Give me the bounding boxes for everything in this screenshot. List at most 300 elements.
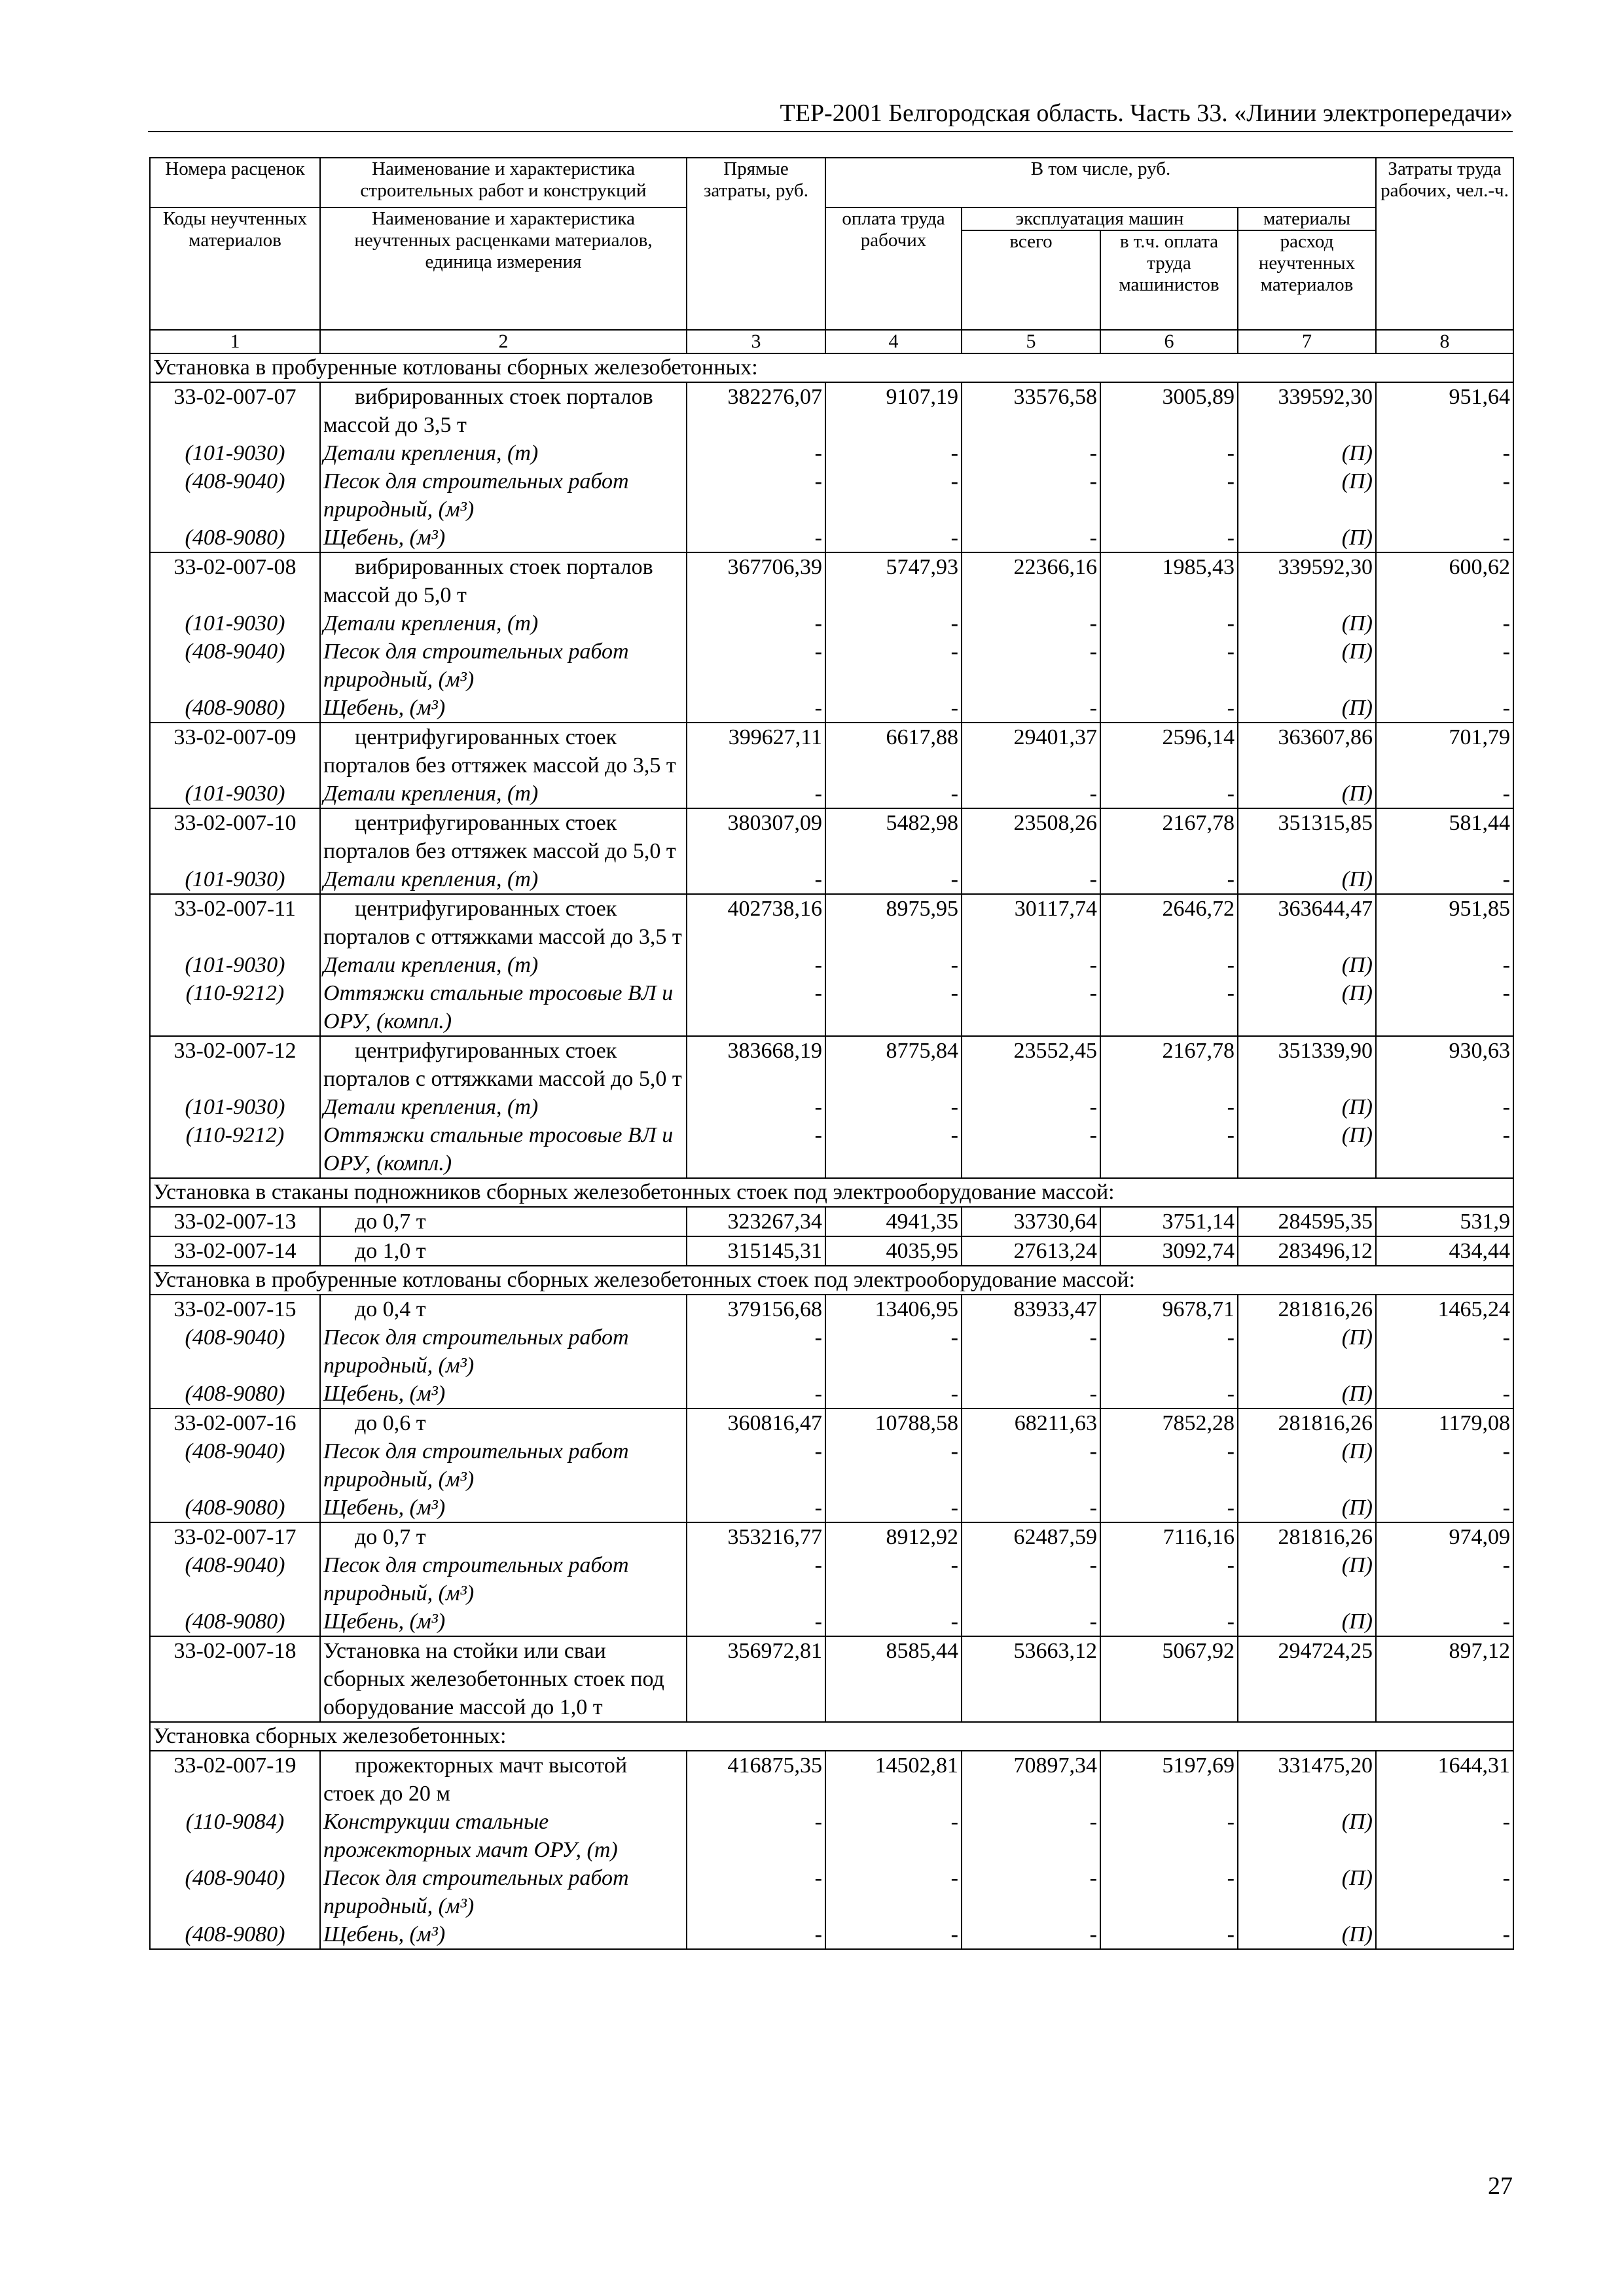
machines-total-value: 62487,59 xyxy=(962,1522,1100,1551)
empty-dash: - xyxy=(687,1808,825,1864)
empty-dash: - xyxy=(962,780,1100,808)
rate-code: 33-02-007-08 xyxy=(150,552,320,609)
empty-dash: - xyxy=(687,694,825,723)
header-material-consumption: расход неучтенных материалов xyxy=(1238,230,1376,330)
machines-total-value: 53663,12 xyxy=(962,1636,1100,1722)
header-machinist-pay: в т.ч. оплата труда машинистов xyxy=(1100,230,1238,330)
worker-pay-value: 5747,93 xyxy=(825,552,962,609)
worker-pay-value: 13406,95 xyxy=(825,1295,962,1323)
empty-dash: - xyxy=(1100,780,1238,808)
material-row xyxy=(150,439,1513,467)
empty-dash: - xyxy=(825,1808,962,1864)
header-work-name: Наименование и характеристика строительных работ и конструкций xyxy=(320,158,687,207)
empty-dash: - xyxy=(687,1323,825,1380)
materials-value: 351315,85 xyxy=(1238,808,1376,865)
header-machines-total: всего xyxy=(962,230,1100,330)
empty-dash: - xyxy=(687,524,825,552)
empty-dash: - xyxy=(1376,609,1513,637)
empty-dash: - xyxy=(1376,1121,1513,1178)
direct-costs-value: 323267,34 xyxy=(687,1207,825,1236)
material-code: (101-9030) xyxy=(150,780,320,808)
material-mark: (П) xyxy=(1238,1323,1376,1380)
material-code: (408-9080) xyxy=(150,1494,320,1522)
empty-dash: - xyxy=(1376,637,1513,694)
header-rate-numbers: Номера расценок xyxy=(150,158,320,207)
material-name: Детали крепления, (т) xyxy=(320,439,687,467)
section-title: Установка в стаканы подножников сборных железобетонных стоек под электрооборудование массой: xyxy=(150,1178,1513,1207)
direct-costs-value: 402738,16 xyxy=(687,894,825,951)
direct-costs-value: 356972,81 xyxy=(687,1636,825,1722)
direct-costs-value: 315145,31 xyxy=(687,1236,825,1266)
table-row xyxy=(150,552,1513,609)
labor-costs-value: 600,62 xyxy=(1376,552,1513,609)
material-row xyxy=(150,1551,1513,1607)
material-code: (408-9040) xyxy=(150,637,320,694)
material-row xyxy=(150,637,1513,694)
material-name: Конструкции стальные прожекторных мачт ОРУ, (т) xyxy=(320,1808,687,1864)
machinist-pay-value: 3751,14 xyxy=(1100,1207,1238,1236)
empty-dash: - xyxy=(1100,979,1238,1036)
work-name: центрифугированных стоек порталов без оттяжек массой до 3,5 т xyxy=(320,723,687,780)
empty-dash: - xyxy=(687,1437,825,1494)
material-row xyxy=(150,1864,1513,1920)
direct-costs-value: 367706,39 xyxy=(687,552,825,609)
material-mark: (П) xyxy=(1238,1607,1376,1636)
rate-code: 33-02-007-18 xyxy=(150,1636,320,1722)
machinist-pay-value: 2167,78 xyxy=(1100,1036,1238,1093)
empty-dash: - xyxy=(962,951,1100,979)
material-name: Песок для строительных работ природный, (м³) xyxy=(320,1437,687,1494)
column-number: 6 xyxy=(1100,330,1238,353)
labor-costs-value: 930,63 xyxy=(1376,1036,1513,1093)
empty-dash: - xyxy=(1100,1437,1238,1494)
labor-costs-value: 581,44 xyxy=(1376,808,1513,865)
section-title: Установка сборных железобетонных: xyxy=(150,1722,1513,1751)
table-row xyxy=(150,382,1513,439)
empty-dash: - xyxy=(1376,1380,1513,1408)
materials-value: 281816,26 xyxy=(1238,1295,1376,1323)
work-name: до 1,0 т xyxy=(320,1236,687,1266)
machines-total-value: 23508,26 xyxy=(962,808,1100,865)
material-code: (110-9212) xyxy=(150,979,320,1036)
material-name: Щебень, (м³) xyxy=(320,1920,687,1949)
material-row xyxy=(150,780,1513,808)
header-machine-operation: эксплуатация машин xyxy=(962,207,1238,230)
material-code: (408-9080) xyxy=(150,1607,320,1636)
empty-dash: - xyxy=(962,609,1100,637)
direct-costs-value: 360816,47 xyxy=(687,1408,825,1437)
rate-code: 33-02-007-10 xyxy=(150,808,320,865)
empty-dash: - xyxy=(962,1607,1100,1636)
materials-value: 284595,35 xyxy=(1238,1207,1376,1236)
empty-dash: - xyxy=(825,1380,962,1408)
material-code: (101-9030) xyxy=(150,439,320,467)
labor-costs-value: 951,85 xyxy=(1376,894,1513,951)
empty-dash: - xyxy=(1376,951,1513,979)
empty-dash: - xyxy=(1376,1551,1513,1607)
machines-total-value: 33730,64 xyxy=(962,1207,1100,1236)
materials-value: 331475,20 xyxy=(1238,1751,1376,1808)
material-name: Детали крепления, (т) xyxy=(320,609,687,637)
machines-total-value: 30117,74 xyxy=(962,894,1100,951)
empty-dash: - xyxy=(1100,1093,1238,1121)
direct-costs-value: 383668,19 xyxy=(687,1036,825,1093)
empty-dash: - xyxy=(1376,1808,1513,1864)
table-row xyxy=(150,1207,1513,1236)
material-row xyxy=(150,1323,1513,1380)
header-material-codes: Коды неучтенных материалов xyxy=(150,207,320,330)
empty-dash: - xyxy=(1376,694,1513,723)
material-code: (101-9030) xyxy=(150,865,320,894)
material-name: Щебень, (м³) xyxy=(320,1380,687,1408)
material-mark: (П) xyxy=(1238,694,1376,723)
labor-costs-value: 434,44 xyxy=(1376,1236,1513,1266)
labor-costs-value: 951,64 xyxy=(1376,382,1513,439)
page-number: 27 xyxy=(1488,2172,1513,2200)
material-code: (101-9030) xyxy=(150,1093,320,1121)
section-title: Установка в пробуренные котлованы сборных железобетонных стоек под электрооборудование массой: xyxy=(150,1266,1513,1295)
empty-dash: - xyxy=(825,1607,962,1636)
empty-dash: - xyxy=(1100,1607,1238,1636)
empty-dash: - xyxy=(687,1093,825,1121)
rate-code: 33-02-007-17 xyxy=(150,1522,320,1551)
rate-code: 33-02-007-12 xyxy=(150,1036,320,1093)
material-name: Детали крепления, (т) xyxy=(320,1093,687,1121)
machinist-pay-value: 7852,28 xyxy=(1100,1408,1238,1437)
material-name: Щебень, (м³) xyxy=(320,524,687,552)
section-title: Установка в пробуренные котлованы сборных железобетонных: xyxy=(150,353,1513,382)
materials-value: 281816,26 xyxy=(1238,1408,1376,1437)
table-row xyxy=(150,1236,1513,1266)
header-direct-costs: Прямые затраты, руб. xyxy=(687,158,825,330)
work-name: Установка на стойки или сваи сборных железобетонных стоек под оборудование массой до 1,0 т xyxy=(320,1636,687,1722)
material-mark: (П) xyxy=(1238,979,1376,1036)
material-name: Оттяжки стальные тросовые ВЛ и ОРУ, (компл.) xyxy=(320,979,687,1036)
machines-total-value: 83933,47 xyxy=(962,1295,1100,1323)
empty-dash: - xyxy=(962,694,1100,723)
empty-dash: - xyxy=(1100,1121,1238,1178)
empty-dash: - xyxy=(687,1607,825,1636)
empty-dash: - xyxy=(825,1437,962,1494)
empty-dash: - xyxy=(825,694,962,723)
material-code: (408-9080) xyxy=(150,694,320,723)
material-code: (408-9080) xyxy=(150,524,320,552)
header-worker-pay: оплата труда рабочих xyxy=(825,207,962,330)
work-name: центрифугированных стоек порталов с оттяжками массой до 5,0 т xyxy=(320,1036,687,1093)
rate-code: 33-02-007-13 xyxy=(150,1207,320,1236)
empty-dash: - xyxy=(962,467,1100,524)
header-labor-costs: Затраты труда рабочих, чел.-ч. xyxy=(1376,158,1513,330)
material-row xyxy=(150,865,1513,894)
empty-dash: - xyxy=(962,439,1100,467)
empty-dash: - xyxy=(962,1864,1100,1920)
empty-dash: - xyxy=(1100,865,1238,894)
empty-dash: - xyxy=(1376,467,1513,524)
material-code: (101-9030) xyxy=(150,951,320,979)
material-row xyxy=(150,1494,1513,1522)
material-mark: (П) xyxy=(1238,951,1376,979)
empty-dash: - xyxy=(1376,1323,1513,1380)
table-row xyxy=(150,808,1513,865)
empty-dash: - xyxy=(962,1494,1100,1522)
work-name: вибрированных стоек порталов массой до 3,5 т xyxy=(320,382,687,439)
empty-dash: - xyxy=(687,637,825,694)
column-number: 1 xyxy=(150,330,320,353)
empty-dash: - xyxy=(687,1121,825,1178)
empty-dash: - xyxy=(1100,694,1238,723)
machines-total-value: 33576,58 xyxy=(962,382,1100,439)
column-number: 4 xyxy=(825,330,962,353)
direct-costs-value: 379156,68 xyxy=(687,1295,825,1323)
machines-total-value: 29401,37 xyxy=(962,723,1100,780)
empty-dash: - xyxy=(687,609,825,637)
empty-dash: - xyxy=(687,865,825,894)
empty-dash: - xyxy=(1100,637,1238,694)
material-name: Песок для строительных работ природный, (м³) xyxy=(320,1551,687,1607)
materials-value: 339592,30 xyxy=(1238,382,1376,439)
empty-dash: - xyxy=(962,1121,1100,1178)
material-name: Песок для строительных работ природный, (м³) xyxy=(320,467,687,524)
direct-costs-value: 380307,09 xyxy=(687,808,825,865)
worker-pay-value: 10788,58 xyxy=(825,1408,962,1437)
column-number: 7 xyxy=(1238,330,1376,353)
material-mark: (П) xyxy=(1238,1093,1376,1121)
empty-dash: - xyxy=(1100,1494,1238,1522)
material-mark: (П) xyxy=(1238,1494,1376,1522)
empty-dash: - xyxy=(825,609,962,637)
work-name: до 0,6 т xyxy=(320,1408,687,1437)
empty-dash: - xyxy=(1100,1323,1238,1380)
worker-pay-value: 8975,95 xyxy=(825,894,962,951)
empty-dash: - xyxy=(1100,1920,1238,1949)
empty-dash: - xyxy=(825,524,962,552)
empty-dash: - xyxy=(687,439,825,467)
table-body xyxy=(150,353,1513,1949)
empty-dash: - xyxy=(825,1864,962,1920)
material-mark: (П) xyxy=(1238,1808,1376,1864)
work-name: прожекторных мачт высотой стоек до 20 м xyxy=(320,1751,687,1808)
material-mark: (П) xyxy=(1238,1121,1376,1178)
machinist-pay-value: 5197,69 xyxy=(1100,1751,1238,1808)
rate-code: 33-02-007-07 xyxy=(150,382,320,439)
empty-dash: - xyxy=(962,1808,1100,1864)
empty-dash: - xyxy=(1100,439,1238,467)
labor-costs-value: 974,09 xyxy=(1376,1522,1513,1551)
material-code: (408-9040) xyxy=(150,467,320,524)
empty-dash: - xyxy=(1100,467,1238,524)
empty-dash: - xyxy=(962,1551,1100,1607)
empty-dash: - xyxy=(825,780,962,808)
table-row xyxy=(150,1751,1513,1808)
empty-dash: - xyxy=(825,1121,962,1178)
material-mark: (П) xyxy=(1238,780,1376,808)
material-name: Песок для строительных работ природный, (м³) xyxy=(320,1864,687,1920)
rate-code: 33-02-007-11 xyxy=(150,894,320,951)
material-row xyxy=(150,1380,1513,1408)
empty-dash: - xyxy=(1100,1808,1238,1864)
empty-dash: - xyxy=(1376,1607,1513,1636)
labor-costs-value: 1179,08 xyxy=(1376,1408,1513,1437)
labor-costs-value: 531,9 xyxy=(1376,1207,1513,1236)
empty-dash: - xyxy=(825,1323,962,1380)
material-row xyxy=(150,951,1513,979)
material-code: (101-9030) xyxy=(150,609,320,637)
empty-dash: - xyxy=(1100,1551,1238,1607)
material-row xyxy=(150,1093,1513,1121)
material-mark: (П) xyxy=(1238,1551,1376,1607)
material-code: (408-9040) xyxy=(150,1437,320,1494)
materials-value: 351339,90 xyxy=(1238,1036,1376,1093)
material-mark: (П) xyxy=(1238,637,1376,694)
worker-pay-value: 8775,84 xyxy=(825,1036,962,1093)
material-code: (408-9040) xyxy=(150,1864,320,1920)
material-name: Детали крепления, (т) xyxy=(320,780,687,808)
empty-dash: - xyxy=(687,951,825,979)
material-row xyxy=(150,1607,1513,1636)
table-row xyxy=(150,1522,1513,1551)
empty-dash: - xyxy=(825,1920,962,1949)
work-name: до 0,7 т xyxy=(320,1522,687,1551)
column-number: 5 xyxy=(962,330,1100,353)
running-title: ТЕР-2001 Белгородская область. Часть 33. «Линии электропередачи» xyxy=(148,98,1513,132)
table-row xyxy=(150,1408,1513,1437)
empty-dash: - xyxy=(825,1494,962,1522)
header-material-names: Наименование и характеристика неучтенных расценками материалов, единица измерения xyxy=(320,207,687,330)
empty-dash: - xyxy=(825,951,962,979)
worker-pay-value: 6617,88 xyxy=(825,723,962,780)
work-name: до 0,4 т xyxy=(320,1295,687,1323)
empty-dash: - xyxy=(825,865,962,894)
rates-table xyxy=(149,157,1514,1950)
empty-dash: - xyxy=(1376,524,1513,552)
section-header-row xyxy=(150,1722,1513,1751)
empty-dash: - xyxy=(1376,780,1513,808)
worker-pay-value: 14502,81 xyxy=(825,1751,962,1808)
empty-dash: - xyxy=(687,1864,825,1920)
materials-value: 281816,26 xyxy=(1238,1522,1376,1551)
table-row xyxy=(150,1036,1513,1093)
worker-pay-value: 9107,19 xyxy=(825,382,962,439)
materials-value: 339592,30 xyxy=(1238,552,1376,609)
material-row xyxy=(150,524,1513,552)
header-materials: материалы xyxy=(1238,207,1376,230)
empty-dash: - xyxy=(825,1551,962,1607)
work-name: до 0,7 т xyxy=(320,1207,687,1236)
empty-dash: - xyxy=(962,1437,1100,1494)
worker-pay-value: 8912,92 xyxy=(825,1522,962,1551)
section-header-row xyxy=(150,353,1513,382)
empty-dash: - xyxy=(1376,1437,1513,1494)
worker-pay-value: 5482,98 xyxy=(825,808,962,865)
empty-dash: - xyxy=(687,780,825,808)
section-header-row xyxy=(150,1266,1513,1295)
empty-dash: - xyxy=(1376,439,1513,467)
header-including: В том числе, руб. xyxy=(825,158,1376,207)
material-mark: (П) xyxy=(1238,1920,1376,1949)
work-name: центрифугированных стоек порталов без оттяжек массой до 5,0 т xyxy=(320,808,687,865)
table-row xyxy=(150,894,1513,951)
empty-dash: - xyxy=(825,467,962,524)
work-name: центрифугированных стоек порталов с оттяжками массой до 3,5 т xyxy=(320,894,687,951)
empty-dash: - xyxy=(1376,1093,1513,1121)
labor-costs-value: 1644,31 xyxy=(1376,1751,1513,1808)
material-row xyxy=(150,1808,1513,1864)
material-name: Щебень, (м³) xyxy=(320,694,687,723)
direct-costs-value: 353216,77 xyxy=(687,1522,825,1551)
empty-dash: - xyxy=(687,979,825,1036)
material-code: (408-9040) xyxy=(150,1551,320,1607)
material-name: Детали крепления, (т) xyxy=(320,951,687,979)
materials-value: 283496,12 xyxy=(1238,1236,1376,1266)
materials-value: 363607,86 xyxy=(1238,723,1376,780)
labor-costs-value: 1465,24 xyxy=(1376,1295,1513,1323)
material-row xyxy=(150,609,1513,637)
work-name: вибрированных стоек порталов массой до 5,0 т xyxy=(320,552,687,609)
machinist-pay-value: 2646,72 xyxy=(1100,894,1238,951)
rate-code: 33-02-007-15 xyxy=(150,1295,320,1323)
table-header xyxy=(150,158,1513,353)
material-mark: (П) xyxy=(1238,524,1376,552)
empty-dash: - xyxy=(825,439,962,467)
material-mark: (П) xyxy=(1238,1380,1376,1408)
machinist-pay-value: 2167,78 xyxy=(1100,808,1238,865)
material-name: Щебень, (м³) xyxy=(320,1607,687,1636)
table-row xyxy=(150,1636,1513,1722)
material-name: Детали крепления, (т) xyxy=(320,865,687,894)
empty-dash: - xyxy=(1376,979,1513,1036)
machinist-pay-value: 9678,71 xyxy=(1100,1295,1238,1323)
material-name: Песок для строительных работ природный, (м³) xyxy=(320,1323,687,1380)
worker-pay-value: 4035,95 xyxy=(825,1236,962,1266)
material-mark: (П) xyxy=(1238,439,1376,467)
machinist-pay-value: 1985,43 xyxy=(1100,552,1238,609)
material-mark: (П) xyxy=(1238,1864,1376,1920)
machines-total-value: 22366,16 xyxy=(962,552,1100,609)
material-code: (408-9040) xyxy=(150,1323,320,1380)
direct-costs-value: 382276,07 xyxy=(687,382,825,439)
column-number: 8 xyxy=(1376,330,1513,353)
table-row xyxy=(150,723,1513,780)
material-name: Оттяжки стальные тросовые ВЛ и ОРУ, (компл.) xyxy=(320,1121,687,1178)
material-name: Песок для строительных работ природный, (м³) xyxy=(320,637,687,694)
empty-dash: - xyxy=(687,1551,825,1607)
material-row xyxy=(150,1121,1513,1178)
rate-code: 33-02-007-14 xyxy=(150,1236,320,1266)
machinist-pay-value: 5067,92 xyxy=(1100,1636,1238,1722)
machines-total-value: 27613,24 xyxy=(962,1236,1100,1266)
machinist-pay-value: 7116,16 xyxy=(1100,1522,1238,1551)
empty-dash: - xyxy=(962,1920,1100,1949)
rate-code: 33-02-007-09 xyxy=(150,723,320,780)
empty-dash: - xyxy=(1100,1864,1238,1920)
empty-dash: - xyxy=(962,1323,1100,1380)
material-row xyxy=(150,979,1513,1036)
empty-dash: - xyxy=(1376,1494,1513,1522)
material-mark: (П) xyxy=(1238,609,1376,637)
materials-value: 363644,47 xyxy=(1238,894,1376,951)
material-row xyxy=(150,1920,1513,1949)
section-header-row xyxy=(150,1178,1513,1207)
material-code: (408-9080) xyxy=(150,1380,320,1408)
machines-total-value: 68211,63 xyxy=(962,1408,1100,1437)
empty-dash: - xyxy=(687,1380,825,1408)
machines-total-value: 23552,45 xyxy=(962,1036,1100,1093)
empty-dash: - xyxy=(825,1093,962,1121)
material-code: (408-9080) xyxy=(150,1920,320,1949)
material-mark: (П) xyxy=(1238,1437,1376,1494)
material-row xyxy=(150,467,1513,524)
worker-pay-value: 4941,35 xyxy=(825,1207,962,1236)
